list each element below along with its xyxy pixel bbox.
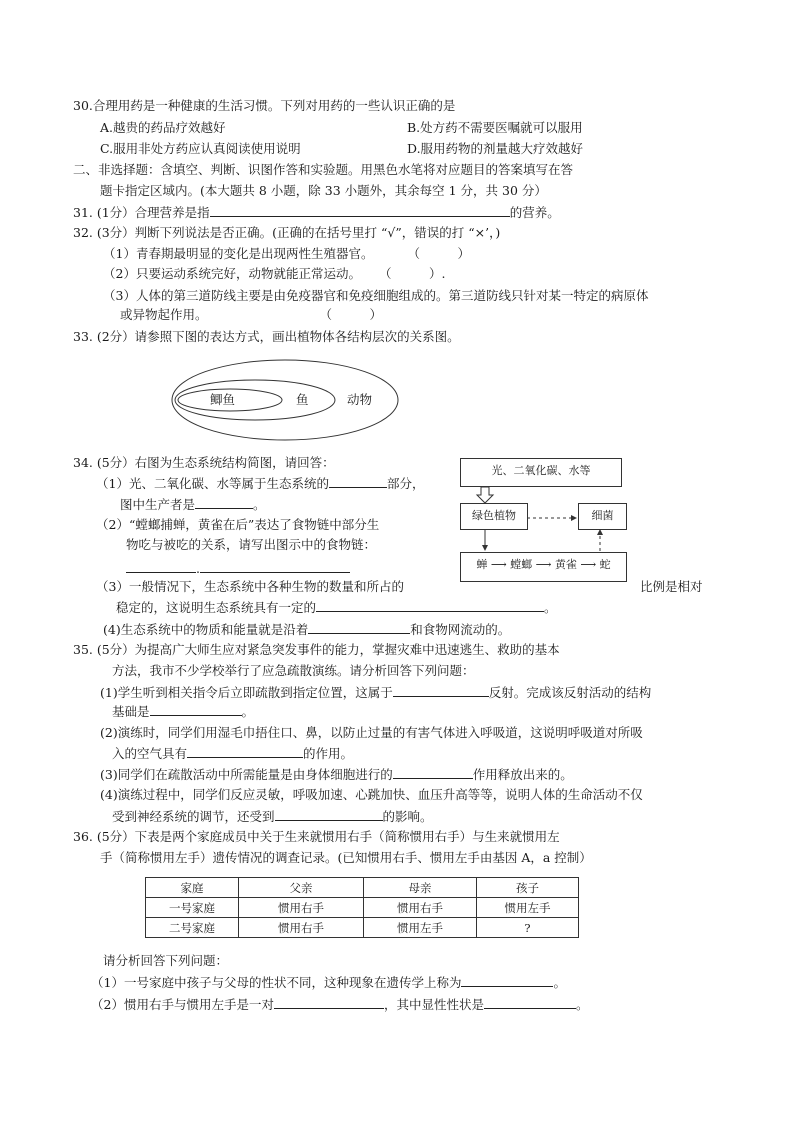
q35-blank-4[interactable] bbox=[393, 766, 473, 779]
table-row bbox=[146, 918, 579, 938]
q34-p4b: 和食物网流动的。 bbox=[410, 622, 511, 637]
q34-p1a: （1）光、二氧化碳、水等属于生态系统的 bbox=[96, 476, 329, 491]
table-header-row bbox=[146, 878, 579, 898]
q34-p2-line3 bbox=[126, 560, 350, 577]
ellipse-label-middle: 鱼 bbox=[296, 392, 309, 407]
table-cell: 一号家庭 bbox=[146, 898, 239, 918]
q35-p4c: 的影响。 bbox=[382, 809, 433, 824]
q35-p1b: 反射。完成该反射活动的结构 bbox=[488, 685, 652, 700]
q36-p2 bbox=[91, 996, 589, 1013]
table-cell: 惯用右手 bbox=[239, 898, 364, 918]
diagram-box-bacteria: 细菌 bbox=[578, 503, 627, 530]
q35-blank-3[interactable] bbox=[187, 745, 303, 758]
q34-p1b: 部分， bbox=[386, 476, 425, 491]
q36-prompt: 请分析回答下列问题： bbox=[103, 953, 229, 968]
q35-p2b: 入的空气具有 bbox=[112, 746, 188, 761]
q34-p3c: 稳定的，这说明生态系统具有一定的 bbox=[116, 600, 317, 615]
q32-item3-brackets[interactable]: （ ） bbox=[319, 307, 383, 322]
q30-option-d: D.服用药物的剂量越大疗效越好 bbox=[407, 141, 584, 156]
q36-line1: 36. (5分）下表是两个家庭成员中关于生来就惯用右手（简称惯用右手）与生来就惯用左 bbox=[73, 829, 560, 844]
middle-ellipse bbox=[175, 380, 335, 420]
q34-p2-line1: （2）“螳螂捕蝉，黄雀在后”表达了食物链中部分生 bbox=[96, 517, 380, 532]
q30-stem: 30.合理用药是一种健康的生活习惯。下列对用药的一些认识正确的是 bbox=[73, 98, 456, 113]
q35-blank-1[interactable] bbox=[393, 684, 489, 697]
q34-p3-tail: 比例是相对 bbox=[640, 579, 703, 594]
q36-p1a: （1）一号家庭中孩子与父母的性状不同，这种现象在遗传学上称为 bbox=[91, 975, 462, 990]
q31-blank[interactable] bbox=[210, 204, 510, 217]
q35-p1a: (1)学生听到相关指令后立即疏散到指定位置，这属于 bbox=[100, 685, 393, 700]
q34-blank-2[interactable] bbox=[195, 496, 253, 509]
q34-p2c: . bbox=[196, 561, 200, 576]
q34-p1-line2 bbox=[120, 496, 266, 513]
q35-line2: 方法，我市不少学校举行了应急疏散演练。请分析回答下列问题： bbox=[112, 663, 475, 678]
q34-blank-1[interactable] bbox=[329, 475, 387, 488]
q35-p4b: 受到神经系统的调节，还受到 bbox=[112, 809, 275, 824]
q36-blank-1[interactable] bbox=[461, 974, 553, 987]
q32-item1 bbox=[103, 246, 470, 262]
q35-p4-line1: (4)演练过程中，同学们反应灵敏，呼吸加速、心跳加快、血压升高等等，说明人体的生命活动不仅 bbox=[100, 787, 643, 802]
q30-option-a: A.越贵的药品疗效越好 bbox=[100, 120, 226, 135]
q32-item3-text: 或异物起作用。 bbox=[120, 307, 208, 322]
q34-blank-5[interactable] bbox=[308, 621, 410, 634]
q32-item1-brackets[interactable]: （ ） bbox=[407, 246, 470, 261]
q34-stem: 34. (5分）右图为生态系统结构简图，请回答： bbox=[73, 455, 335, 470]
table-cell: 二号家庭 bbox=[146, 918, 239, 938]
table-header: 母亲 bbox=[364, 878, 477, 898]
ellipse-label-outer: 动物 bbox=[347, 392, 373, 407]
q34-p4a: (4)生态系统中的物质和能量就是沿着 bbox=[103, 622, 309, 637]
q35-p3 bbox=[100, 766, 573, 783]
q36-blank-2[interactable] bbox=[274, 996, 384, 1009]
q35-blank-2[interactable] bbox=[150, 703, 242, 716]
table-row bbox=[146, 898, 579, 918]
q32-item2-text: （2）只要运动系统完好，动物就能正常运动。 bbox=[103, 266, 361, 281]
q36-line2: 手（简称惯用左手）遗传情况的调查记录。(已知惯用右手、惯用左手由基因 A，a 控制） bbox=[100, 850, 592, 865]
q35-p1c: 基础是 bbox=[112, 704, 150, 719]
q32-item1-text: （1）青春期最明显的变化是出现两性生殖器官。 bbox=[103, 246, 374, 261]
hollow-down-arrow-icon bbox=[477, 487, 493, 503]
q33-stem: 33. (2分）请参照下图的表达方式，画出植物体各结构层次的关系图。 bbox=[73, 329, 460, 344]
q35-blank-5[interactable] bbox=[275, 808, 383, 821]
q32-item2 bbox=[103, 266, 445, 282]
q31-post: 的营养。 bbox=[509, 205, 560, 220]
q36-p1 bbox=[91, 974, 566, 991]
q32-item3-line1: （3）人体的第三道防线主要是由免疫器官和免疫细胞组成的。第三道防线只针对某一特定的病原体 bbox=[103, 288, 649, 303]
q34-blank-4[interactable] bbox=[316, 599, 544, 612]
q34-p3-line1: （3）一般情况下，生态系统中各种生物的数量和所占的 bbox=[96, 579, 404, 594]
q35-p2c: 的作用。 bbox=[303, 746, 354, 761]
diagram-box-abiotic: 光、二氧化碳、水等 bbox=[460, 458, 622, 487]
table-cell: 惯用左手 bbox=[477, 898, 579, 918]
q34-p3d: 。 bbox=[544, 600, 557, 615]
table-header: 家庭 bbox=[146, 878, 239, 898]
q35-p1-line2 bbox=[112, 703, 254, 720]
q36-p1b: 。 bbox=[553, 975, 566, 990]
section2-line1: 二、非选择题：含填空、判断、识图作答和实验题。用黑色水笔将对应题目的答案填写在答 bbox=[73, 162, 574, 177]
q35-p2-line1: (2)演练时，同学们用湿毛巾捂住口、鼻，以防止过量的有害气体进入呼吸道，这说明呼吸道对所吸 bbox=[100, 725, 643, 740]
diagram-arrows bbox=[455, 484, 635, 556]
diagram-box-food-chain: 蝉 ⟶ 螳螂 ⟶ 黄雀 ⟶ 蛇 bbox=[460, 552, 627, 582]
q31-pre: 31. (1分）合理营养是指 bbox=[73, 205, 210, 220]
q35-p4-line2 bbox=[112, 808, 433, 825]
table-header: 父亲 bbox=[239, 878, 364, 898]
q35-p3a: (3)同学们在疏散活动中所需能量是由身体细胞进行的 bbox=[100, 767, 393, 782]
q36-p2c: 。 bbox=[575, 997, 589, 1012]
q36-p2a: （2）惯用右手与惯用左手是一对 bbox=[91, 997, 274, 1012]
q32-stem: 32. (3分）判断下列说法是否正确。(正确的在括号里打 “√”，错误的打 “×’，) bbox=[73, 225, 501, 240]
q36-p2b: ，其中显性性状是 bbox=[383, 997, 484, 1012]
q34-p1d: 。 bbox=[253, 497, 266, 512]
table-cell: 惯用右手 bbox=[239, 918, 364, 938]
q35-p1d: 。 bbox=[241, 704, 255, 719]
q35-p1-line1 bbox=[100, 684, 651, 701]
ellipse-label-inner: 鲫鱼 bbox=[210, 392, 236, 407]
diagram-box-plants: 绿色植物 bbox=[460, 503, 528, 530]
heredity-table bbox=[145, 877, 579, 938]
q35-line1: 35. (5分）为提高广大师生应对紧急突发事件的能力，掌握灾难中迅速逃生、救助的基本 bbox=[73, 642, 560, 657]
q31 bbox=[73, 204, 560, 221]
table-cell: ? bbox=[477, 918, 579, 938]
table-header: 孩子 bbox=[477, 878, 579, 898]
q32-item2-brackets[interactable]: （ ）. bbox=[378, 266, 446, 281]
q30-option-c: C.服用非处方药应认真阅读使用说明 bbox=[100, 141, 301, 156]
q34-p4 bbox=[103, 621, 510, 638]
q34-p1-line1 bbox=[96, 475, 424, 492]
q34-p3-line2 bbox=[116, 599, 557, 616]
section2-line2: 题卡指定区域内。(本大题共 8 小题，除 33 小题外，其余每空 1 分，共 30 分） bbox=[100, 183, 547, 198]
q30-option-b: B.处方药不需要医嘱就可以服用 bbox=[407, 120, 583, 135]
q34-p2-line2: 物吃与被吃的关系，请写出图示中的食物链： bbox=[126, 537, 377, 552]
q32-item3-line2 bbox=[120, 307, 382, 323]
q34-blank-3b[interactable] bbox=[200, 560, 350, 573]
q36-blank-3[interactable] bbox=[484, 996, 576, 1009]
q35-p2-line2 bbox=[112, 745, 353, 762]
q35-p3b: 作用释放出来的。 bbox=[472, 767, 573, 782]
q34-p1c: 图中生产者是 bbox=[120, 497, 196, 512]
table-cell: 惯用右手 bbox=[364, 898, 477, 918]
q34-blank-3a[interactable] bbox=[126, 560, 196, 573]
table-cell: 惯用左手 bbox=[364, 918, 477, 938]
